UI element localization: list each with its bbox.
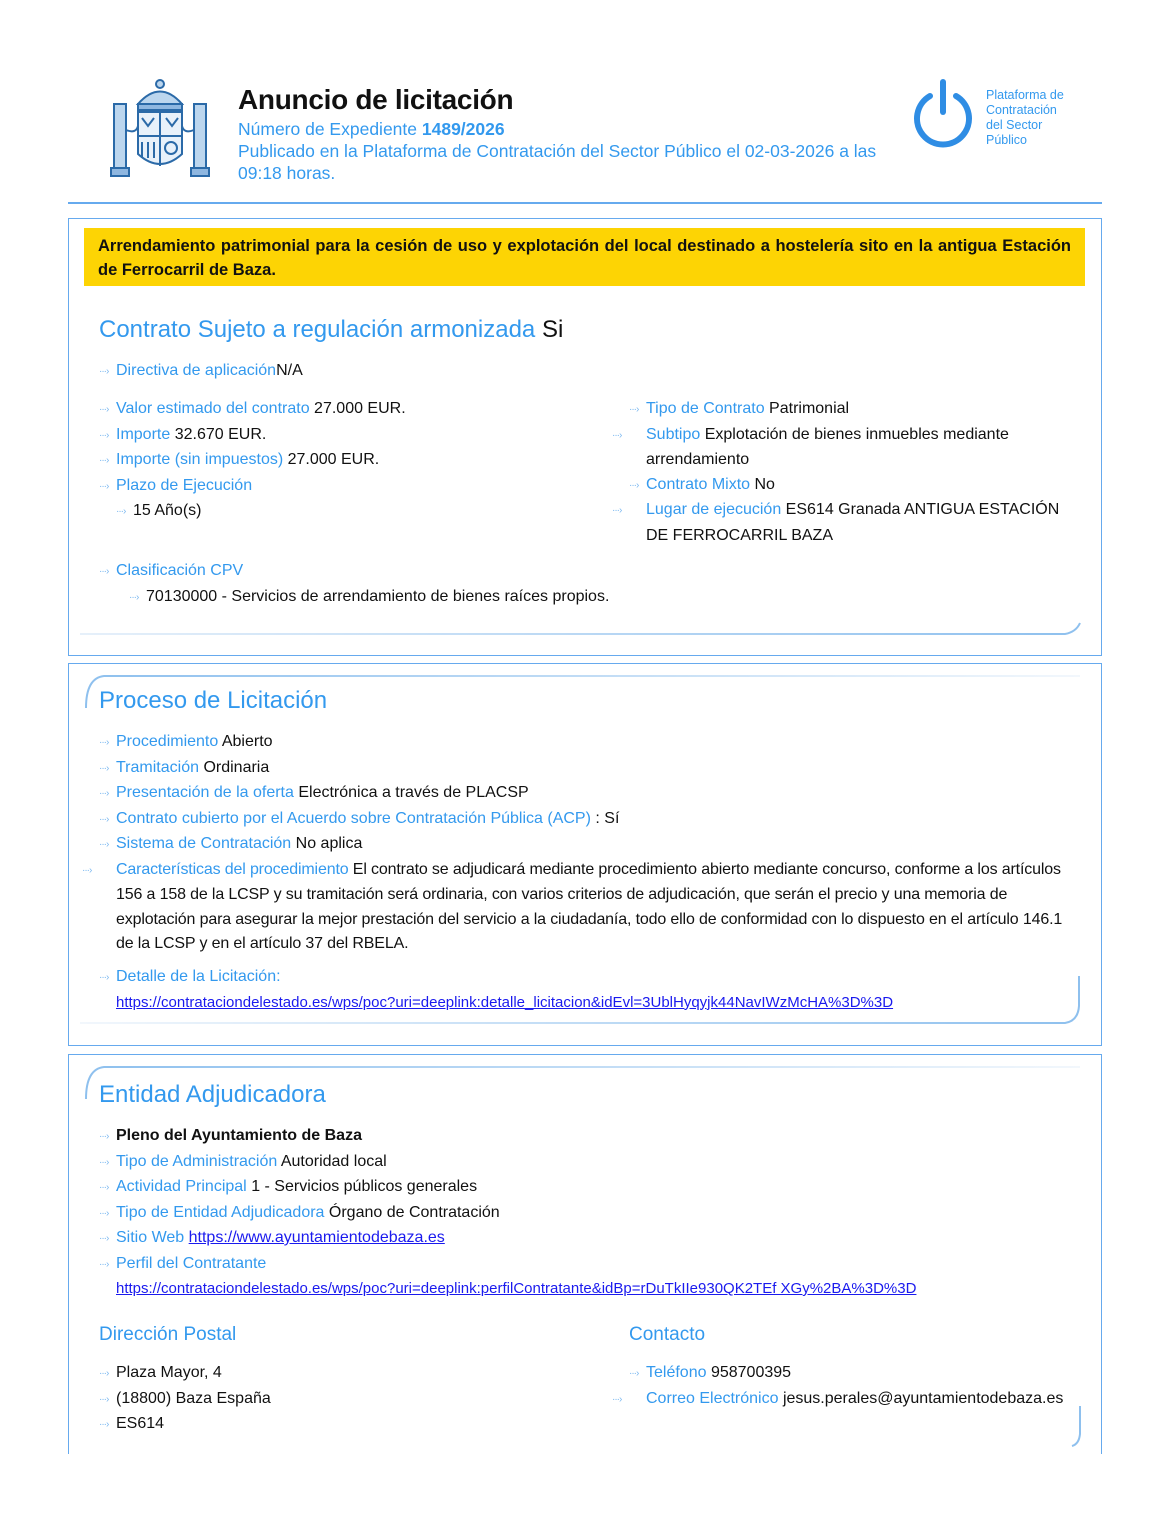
contract-left-column [99,397,599,525]
arrow-icon: ···› [99,429,109,441]
arrow-icon: ···› [99,1207,109,1219]
platform-logo-line: Contratación [986,103,1057,117]
telefono-label: Teléfono [646,1364,707,1381]
detail-row [99,448,599,474]
address-line [99,1387,271,1413]
detail-row [629,397,1069,423]
arrow-icon: ···› [99,1233,109,1244]
detail-row [99,423,599,449]
detail-row [99,781,1069,807]
detail-row [82,858,1069,957]
address-text: Plaza Mayor, 4 [116,1364,222,1381]
arrow-icon: ···› [99,1258,109,1270]
document-header [0,0,1170,205]
arrow-icon: ···› [99,566,109,577]
published-line: Publicado en la Plataforma de Contratación del Sector Público el 02-03-2026 a las 09:18 horas. [238,141,877,183]
contract-right-column [612,397,1069,548]
detail-row [99,1150,1069,1176]
expediente-label: Número de Expediente [238,119,417,139]
telefono-row [629,1361,1081,1387]
detail-value: El contrato se adjudicará mediante procedimiento abierto mediante concurso, conforme a los artículos 156 a 158 de la LCSP y su tramitación será ordinaria, con varios criterios de adjudicación, que serán el precio y una memoria de explotación para asegurar la mejor prestación del servicio a la ciudadanía, todo ello de conformidad con lo dispuesto en el artículo 146.1 de la LCSP y en el artículo 37 del RBELA. [116,860,1063,952]
detail-value: Explotación de bienes inmuebles mediante arrendamiento [646,425,1009,468]
arrow-icon: ···› [629,479,639,491]
arrow-icon: ···› [629,404,639,415]
address-text: ES614 [116,1415,165,1432]
detail-value: ES614 Granada ANTIGUA ESTACIÓN DE FERROCARRIL BAZA [646,501,1060,544]
web-label: Sitio Web [116,1229,185,1246]
detail-row [99,756,1069,782]
detail-value: Electrónica a través de PLACSP [298,784,529,801]
telefono-value: 958700395 [710,1364,792,1381]
plazo-value: 15 Año(s) [133,502,202,519]
panel-corner-decoration [80,976,1084,1028]
contacto-title: Contacto [629,1324,706,1345]
detail-label: Características del procedimiento [116,860,349,878]
detail-row [99,832,1069,858]
arrow-icon: ···› [629,1368,639,1379]
entidad-name-row [99,1124,1069,1150]
detail-value: Patrimonial [769,400,850,417]
detail-value: 32.670 EUR. [174,425,267,443]
email-value[interactable]: jesus.perales@ayuntamientodebaza.es [782,1389,1064,1407]
entidad-title: Entidad Adjudicadora [99,1081,326,1108]
detail-row [99,730,1069,756]
plazo-value-row [99,499,599,525]
detail-row [99,807,1069,833]
perfil-contratante-link[interactable]: https://contrataciondelestado.es/wps/poc?uri=deeplink:perfilContratante&idBp=rDuTkIIe930QK2TEf XGy%2BA%3D%3D [116,1280,917,1297]
arrow-icon: ···› [99,737,109,748]
armonizada-value: Si [541,316,564,343]
arrow-icon: ···› [99,1368,109,1379]
email-row [612,1387,1081,1413]
detail-value: Autoridad local [280,1152,387,1170]
contacto-list [612,1361,1081,1412]
spain-coat-of-arms-icon [108,74,212,182]
detail-value: : Sí [595,809,620,827]
platform-logo-line: del Sector [986,118,1043,132]
platform-logo-line: Plataforma de [986,88,1064,102]
platform-logo-line: Público [986,133,1027,147]
detail-label: Plazo de Ejecución [116,476,253,494]
arrow-icon: ···› [129,591,139,603]
armonizada-heading [99,316,563,344]
panel-corner-decoration [80,615,1084,639]
detail-row [99,397,599,423]
arrow-icon: ···› [612,1393,622,1405]
arrow-icon: ···› [99,1419,109,1430]
arrow-icon: ···› [99,972,109,983]
arrow-icon: ···› [99,366,109,377]
detail-label: Sistema de Contratación [116,835,292,852]
arrow-icon: ···› [99,480,109,492]
detail-label: Valor estimado del contrato [116,400,310,417]
arrow-icon: ···› [99,762,109,774]
detail-row [612,498,1069,548]
detail-value: Abierto [221,733,273,750]
website-link[interactable]: https://www.ayuntamientodebaza.es [188,1229,445,1246]
address-line [99,1412,271,1438]
contract-title-banner: Arrendamiento patrimonial para la cesión de uso y explotación del local destinado a hostelería sito en la antigua Estación de Ferrocarril de Baza. [84,228,1085,286]
detail-label: Tipo de Administración [116,1152,278,1170]
detail-row [612,423,1069,473]
arrow-icon: ···› [99,839,109,850]
cpv-label: Clasificación CPV [116,562,244,579]
detail-value: 27.000 EUR. [314,400,406,417]
detail-label: Presentación de la oferta [116,784,294,801]
address-line [99,1361,271,1387]
expediente-value: 1489/2026 [421,119,505,139]
detail-row [99,1175,1069,1201]
web-row [99,1226,1069,1252]
platform-logo-text [986,88,1086,148]
detail-label: Lugar de ejecución [646,501,782,518]
arrow-icon: ···› [612,429,622,441]
detalle-licitacion-link[interactable]: https://contrataciondelestado.es/wps/poc?uri=deeplink:detalle_licitacion&idEvl=3UblHyqyjk44NavIWzMcHA%3D%3D [116,993,894,1011]
entidad-name: Pleno del Ayuntamiento de Baza [116,1127,362,1144]
detail-label: Tipo de Entidad Adjudicadora [116,1203,325,1221]
expediente-line [238,118,505,140]
power-icon [908,78,978,154]
arrow-icon: ···› [116,506,126,517]
detail-row [99,1201,1069,1227]
arrow-icon: ···› [99,455,109,466]
detalle-label: Detalle de la Licitación: [116,968,281,985]
detail-row [629,473,1069,499]
arrow-icon: ···› [99,813,109,825]
armonizada-label: Contrato Sujeto a regulación armonizada [99,316,536,343]
header-divider [68,202,1102,204]
detail-label: Subtipo [646,425,701,443]
perfil-row [99,1252,1069,1278]
direccion-title: Dirección Postal [99,1324,237,1345]
email-label: Correo Electrónico [646,1389,779,1407]
arrow-icon: ···› [99,404,109,415]
cpv-row [99,559,609,610]
directiva-label: Directiva de aplicación [116,362,277,379]
arrow-icon: ···› [99,1182,109,1193]
panel-corner-decoration [1060,1406,1084,1448]
detail-label: Procedimiento [116,733,219,750]
detail-value: Ordinaria [203,758,270,776]
detail-label: Importe [116,425,171,443]
detail-label: Contrato cubierto por el Acuerdo sobre Contratación Pública (ACP) [116,809,591,827]
proceso-title: Proceso de Licitación [99,687,328,714]
direccion-list [99,1361,271,1438]
directiva-value: N/A [276,362,303,379]
arrow-icon: ···› [99,788,109,799]
detail-value: No aplica [295,835,363,852]
detail-label: Importe (sin impuestos) [116,451,284,468]
cpv-value: 70130000 - Servicios de arrendamiento de bienes raíces propios. [146,587,610,605]
detail-label: Actividad Principal [116,1178,247,1195]
detail-value: 1 - Servicios públicos generales [251,1178,478,1195]
arrow-icon: ···› [99,1131,109,1142]
arrow-icon: ···› [612,505,622,516]
entidad-list [99,1124,1069,1302]
address-text: (18800) Baza España [116,1389,271,1407]
proceso-list [82,730,1069,957]
arrow-icon: ···› [82,864,92,876]
directiva-row [99,359,303,385]
detail-value: 27.000 EUR. [287,451,380,468]
arrow-icon: ···› [99,1156,109,1168]
perfil-label: Perfil del Contratante [116,1254,267,1272]
detail-label: Tipo de Contrato [646,400,765,417]
detail-row [99,474,599,500]
document-title: Anuncio de licitación [238,84,514,115]
detail-value: Órgano de Contratación [328,1203,500,1221]
detail-label: Tramitación [116,758,199,776]
detail-value: No [754,475,775,493]
arrow-icon: ···› [99,1393,109,1405]
detail-label: Contrato Mixto [646,475,751,493]
